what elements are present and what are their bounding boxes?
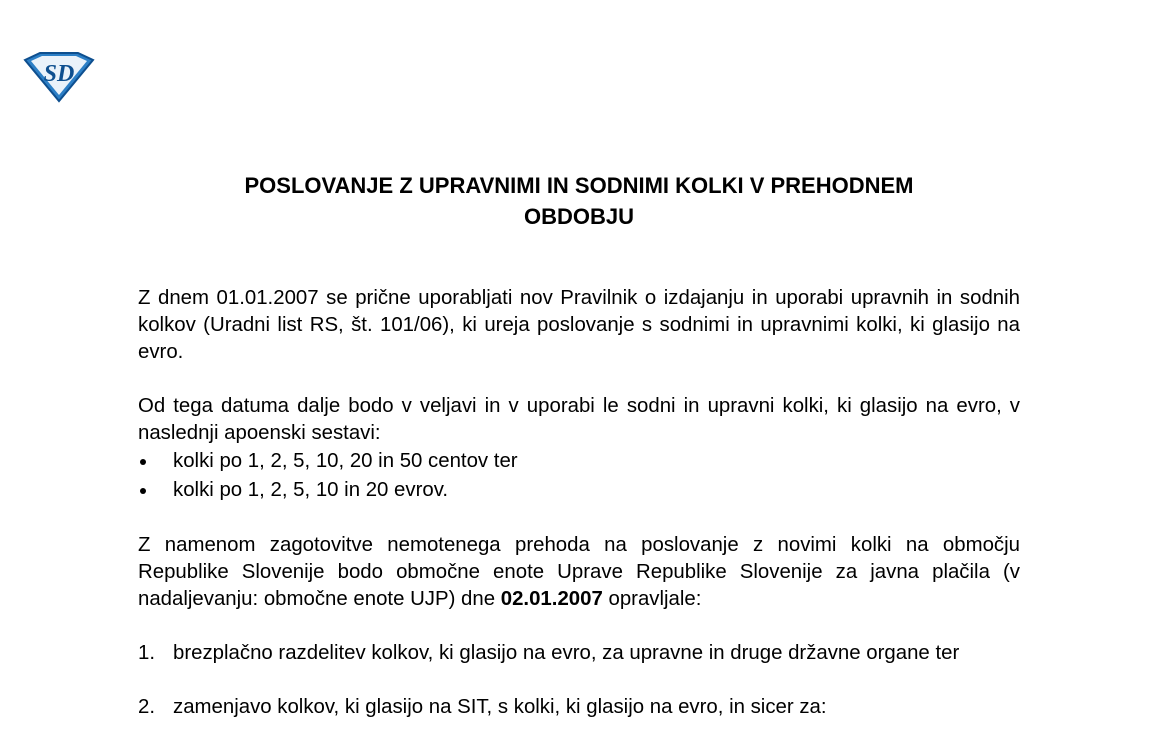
list-item <box>138 694 1020 721</box>
numbered-list <box>138 640 1020 721</box>
title-line-2: OBDOBJU <box>523 204 634 229</box>
document-title <box>138 170 1020 232</box>
list-number: 1. <box>138 642 156 664</box>
paragraph-transition-end: opravljale: <box>602 588 702 610</box>
bullet-icon <box>140 459 146 465</box>
document-body <box>138 285 1020 748</box>
transition-date: 02.01.2007 <box>500 588 603 610</box>
paragraph-transition <box>138 532 1020 613</box>
list-item-text: zamenjavo kolkov, ki glasijo na SIT, s kolki, ki glasijo na evro, in sicer za: <box>173 696 827 718</box>
sd-logo <box>22 50 96 104</box>
logo-letters: SD <box>43 61 75 87</box>
paragraph-denominations: Od tega datuma dalje bodo v veljavi in v uporabi le sodni in upravni kolki, ki glasijo na evro, v naslednji apoenski sestavi: <box>138 395 1020 444</box>
denomination-list <box>138 447 1020 505</box>
list-item-text: kolki po 1, 2, 5, 10, 20 in 50 centov ter <box>173 450 518 472</box>
bullet-icon <box>140 488 146 494</box>
list-item-text: kolki po 1, 2, 5, 10 in 20 evrov. <box>173 479 449 501</box>
title-line-1: POSLOVANJE Z UPRAVNIMI IN SODNIMI KOLKI V PREHODNEM <box>244 173 914 198</box>
list-number: 2. <box>138 696 156 718</box>
list-item <box>138 447 1020 476</box>
list-item-text: brezplačno razdelitev kolkov, ki glasijo na evro, za upravne in druge državne organe ter <box>173 642 960 664</box>
list-item <box>138 476 1020 505</box>
sd-logo-icon <box>22 50 96 104</box>
paragraph-intro: Z dnem 01.01.2007 se prične uporabljati nov Pravilnik o izdajanju in uporabi upravnih in sodnih kolkov (Uradni list RS, št. 101/06), ki ureja poslovanje s sodnimi in upravnimi kolki, ki glasijo na evro. <box>138 287 1020 363</box>
paragraph-transition-text: Z namenom zagotovitve nemotenega prehoda na poslovanje z novimi kolki na območju Republike Slovenije bodo območne enote Uprave Republike Slovenije za javna plačila (v nadaljevanju: območne enote UJP) dne <box>138 534 1020 610</box>
list-item <box>138 640 1020 667</box>
